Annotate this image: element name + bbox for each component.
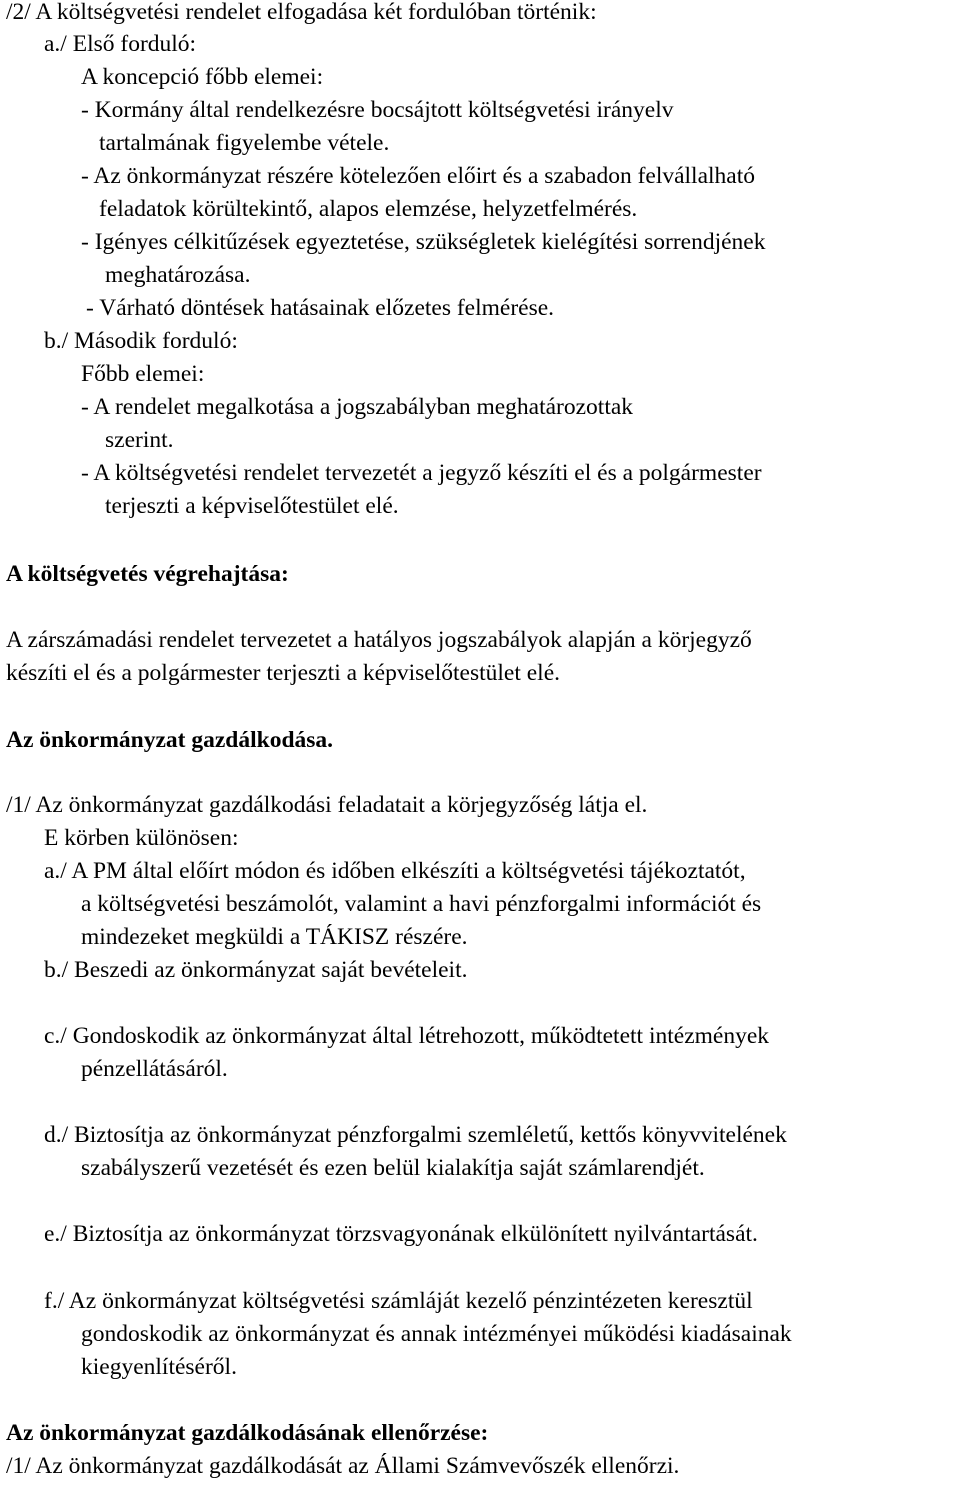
text-line: E körben különösen: [44,825,239,851]
text-line: - Igényes célkitűzések egyeztetése, szükségletek kielégítési sorrendjének [81,229,766,255]
text-line: gondoskodik az önkormányzat és annak intézményei működési kiadásainak [81,1321,792,1347]
text-line: - A költségvetési rendelet tervezetét a jegyző készíti el és a polgármester [81,460,762,486]
text-line: /1/ Az önkormányzat gazdálkodási feladatait a körjegyzőség látja el. [6,792,648,818]
text-line: pénzellátásáról. [81,1056,228,1082]
text-line: szabályszerű vezetését és ezen belül kialakítja saját számlarendjét. [81,1155,705,1181]
text-line: a./ Első forduló: [44,31,197,57]
text-line: - Kormány által rendelkezésre bocsájtott költségvetési irányelv [81,97,674,123]
text-line: készíti el és a polgármester terjeszti a képviselőtestület elé. [6,660,560,686]
text-line: e./ Biztosítja az önkormányzat törzsvagyonának elkülönített nyilvántartását. [44,1221,758,1247]
text-line: /1/ Az önkormányzat gazdálkodását az Állami Számvevőszék ellenőrzi. [6,1453,680,1479]
text-line: meghatározása. [105,262,251,288]
text-line: c./ Gondoskodik az önkormányzat által létrehozott, működtetett intézmények [44,1023,770,1049]
text-line: mindezeket megküldi a TÁKISZ részére. [81,924,468,950]
text-line: - A rendelet megalkotása a jogszabályban meghatározottak [81,394,634,420]
text-line: terjeszti a képviselőtestület elé. [105,493,399,519]
text-line: A zárszámadási rendelet tervezetet a hatályos jogszabályok alapján a körjegyző [6,627,752,653]
text-line: b./ Második forduló: [44,328,238,354]
text-line: a költségvetési beszámolót, valamint a havi pénzforgalmi információt és [81,891,762,917]
text-line: szerint. [105,427,174,453]
text-line: b./ Beszedi az önkormányzat saját bevételeit. [44,957,468,983]
text-line: - Az önkormányzat részére kötelezően előirt és a szabadon felvállalható [81,163,756,189]
section-heading: A költségvetés végrehajtása: [6,561,289,587]
text-line: tartalmának figyelembe vétele. [99,130,390,156]
text-line: /2/ A költségvetési rendelet elfogadása két fordulóban történik: [6,0,597,25]
section-heading: Az önkormányzat gazdálkodása. [6,727,334,753]
text-line: A koncepció főbb elemei: [81,64,324,90]
text-line: - Várható döntések hatásainak előzetes felmérése. [86,295,555,321]
text-line: Főbb elemei: [81,361,205,387]
text-line: kiegyenlítéséről. [81,1354,237,1380]
text-line: a./ A PM által előírt módon és időben elkészíti a költségvetési tájékoztatót, [44,858,746,884]
text-line: f./ Az önkormányzat költségvetési számláját kezelő pénzintézeten keresztül [44,1288,753,1314]
text-line: d./ Biztosítja az önkormányzat pénzforgalmi szemléletű, kettős könyvvitelének [44,1122,787,1148]
section-heading: Az önkormányzat gazdálkodásának ellenőrzése: [6,1420,489,1446]
text-line: feladatok körültekintő, alapos elemzése, helyzetfelmérés. [99,196,638,222]
